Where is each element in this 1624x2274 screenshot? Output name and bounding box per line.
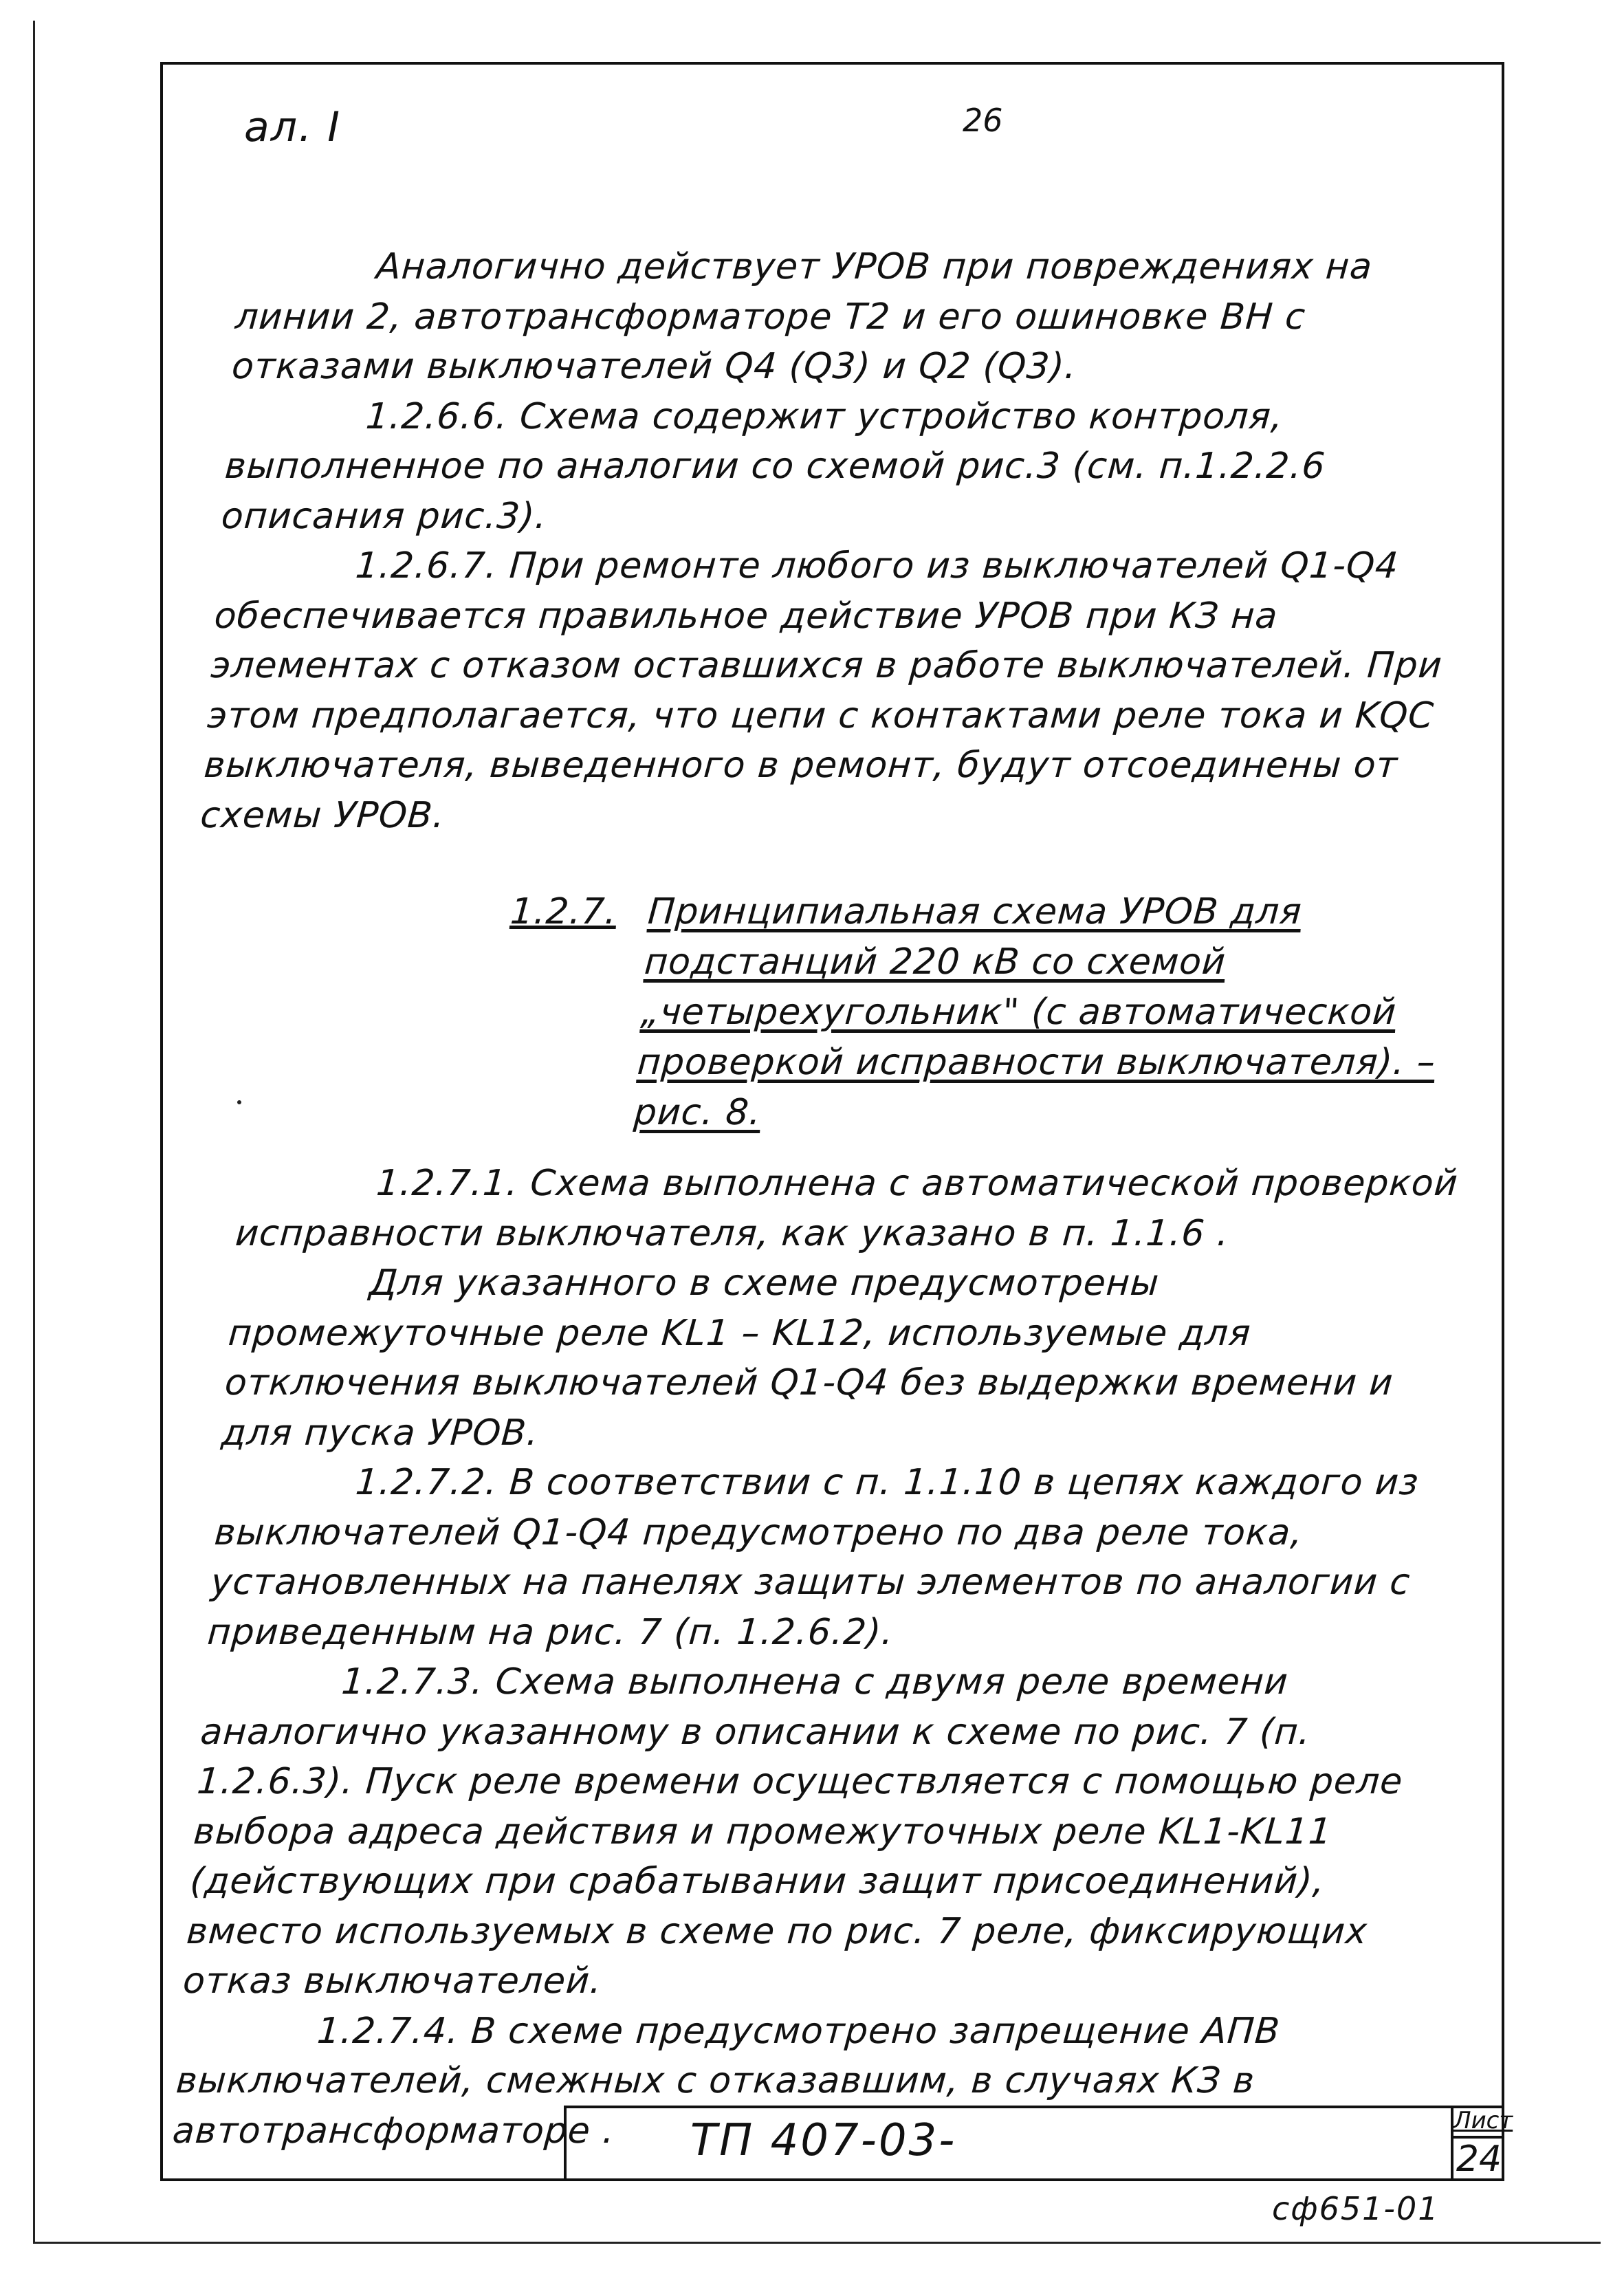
title-block — [564, 2106, 1504, 2181]
paragraph: 1.2.7.2. В соответствии с п. 1.1.10 в цепях каждого из выключателей Q1-Q4 предусмотрено по два реле тока, установленных на панелях защиты элементов по аналогии с приведенным на рис. 7 (п. 1.2.6.2). — [206, 1462, 1420, 1653]
paragraph: 1.2.7.3. Схема выполнена с двумя реле времени аналогично указанному в описании к схеме по рис. 7 (п. 1.2.6.3). Пуск реле времени осуществляется с помощью реле выбора адреса действия и промежуточных реле KL1-KL11 (действующих при срабатывании защит присоединений), вместо используемых в схеме по рис. 7 реле, фиксирующих отказ выключателей. — [182, 1661, 1405, 2002]
paragraph: 1.2.7.4. В схеме предусмотрено запрещение АПВ выключателей, смежных с отказавшим, в случаях КЗ в автотрансформаторе . — [171, 2010, 1282, 2152]
section-title: Принципиальная схема УРОВ для подстанций 220 кВ со схемой „четырехугольник" (с автоматической проверкой исправности выключателя). – рис. 8. — [632, 891, 1438, 1133]
paragraph: Аналогично действует УРОВ при повреждениях на линии 2, автотрансформаторе Т2 и его ошиновке ВН с отказами выключателей Q4 (Q3) и Q2 (Q3). — [230, 246, 1374, 387]
paragraph: Для указанного в схеме предусмотрены промежуточные реле KL1 – KL12, используемые для отключения выключателей Q1-Q4 без выдержки времени и для пуска УРОВ. — [220, 1262, 1395, 1454]
page-number: 26 — [963, 102, 1003, 139]
page-left-edge — [33, 21, 35, 2242]
scan-speck — [237, 1100, 241, 1104]
section-number: 1.2.7. — [509, 891, 619, 932]
document-reference: сф651-01 — [1272, 2190, 1440, 2227]
text-block-1 — [199, 242, 1492, 840]
sheet-number: 24 — [1456, 2139, 1502, 2180]
paragraph: 1.2.6.6. Схема содержит устройство контроля, выполненное по аналогии со схемой рис.3 (см. п.1.2.2.6 описания рис.3). — [220, 395, 1327, 537]
paragraph: 1.2.6.7. При ремонте любого из выключателей Q1-Q4 обеспечивается правильное действие УРОВ при КЗ на элементах с отказом оставшихся в работе выключателей. При этом предполагается, что цепи с контактами реле тока и KQC выключателя, выведенного в ремонт, будут отсоединены от схемы УРОВ. — [199, 545, 1444, 836]
sheet-marker: ал. I — [244, 103, 341, 151]
page-bottom-edge — [33, 2242, 1601, 2244]
sheet-label: Лист — [1453, 2106, 1504, 2139]
paragraph: 1.2.7.1. Схема выполнена с автоматической проверкой исправности выключателя, как указано в п. 1.1.6 . — [234, 1163, 1460, 1254]
text-block-2 — [171, 1159, 1492, 2156]
sheet-cell — [1451, 2106, 1513, 2181]
document-code: ТП 407-03- — [690, 2115, 957, 2166]
